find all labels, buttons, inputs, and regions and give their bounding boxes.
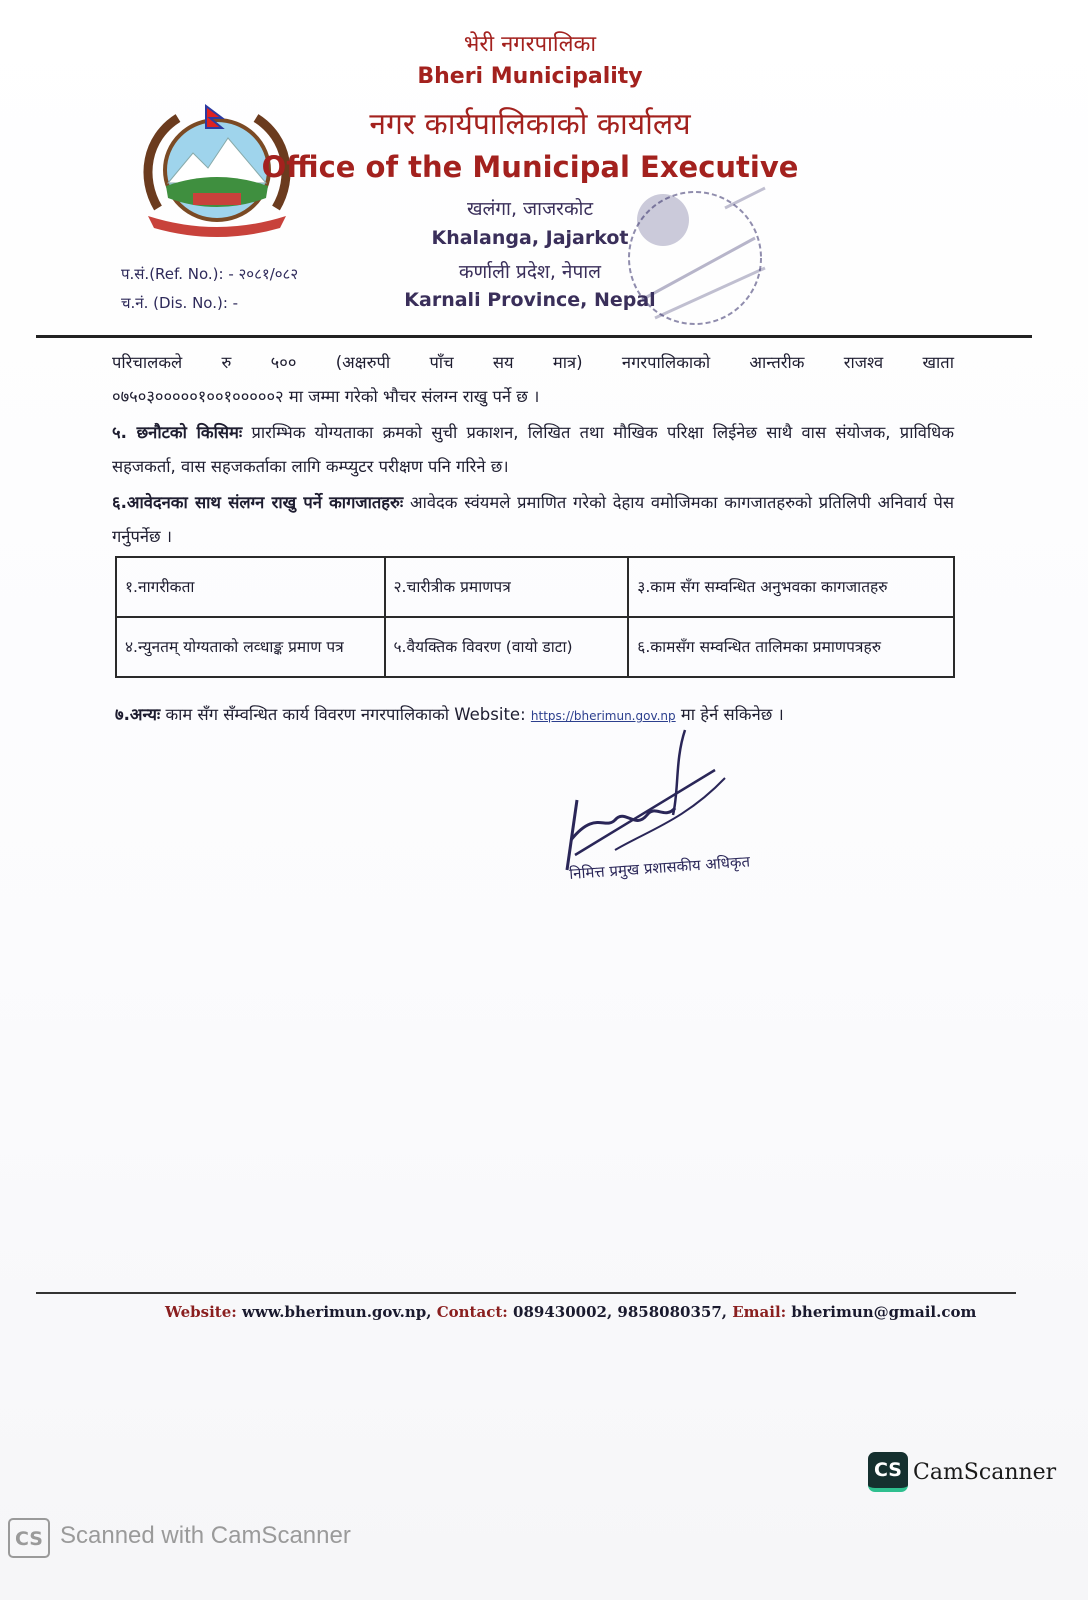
required-documents-paragraph — [112, 486, 954, 554]
footer-contact-numbers: 089430002, 9858080357, — [507, 1303, 733, 1321]
watermark-cs-icon: CS — [8, 1518, 50, 1558]
table-row — [116, 557, 954, 617]
location-nepali: खलंगा, जाजरकोट — [466, 198, 594, 220]
selection-type-label: ५. छनौटको किसिमः — [112, 423, 243, 442]
fee-paragraph: परिचालकले रु ५०० (अक्षरुपी पाँच सय मात्र) नगरपालिकाको आन्तरीक राजश्व खाता — [112, 353, 954, 372]
office-name-english: Office of the Municipal Executive — [261, 150, 799, 184]
required-documents-label: ६.आवेदनका साथ संलग्न राखु पर्ने कागजातहरुः — [112, 493, 404, 512]
table-cell: ५.वैयक्तिक विवरण (वायो डाटा) — [385, 617, 629, 677]
office-seal-stamp — [615, 178, 775, 338]
selection-type-paragraph — [112, 416, 954, 484]
footer-website-label: Website: — [165, 1303, 237, 1321]
location-english: Khalanga, Jajarkot — [431, 227, 629, 249]
province-nepali: कर्णाली प्रदेश, नेपाल — [458, 261, 602, 283]
required-documents-table — [115, 556, 955, 678]
table-cell: ४.न्युनतम् योग्यताको लव्धाङ्क प्रमाण पत्र — [116, 617, 385, 677]
other-info-text: काम सँग सँम्वन्धित कार्य विवरण नगरपालिकाको Website: — [160, 705, 531, 724]
camscanner-logo-icon: CS — [868, 1452, 908, 1492]
scan-watermark: Scanned with CamScanner — [60, 1522, 351, 1549]
website-link[interactable]: https://bherimun.gov.np — [530, 709, 676, 723]
footer-contact-label: Contact: — [436, 1303, 508, 1321]
selection-type-text: प्रारम्भिक योग्यताका क्रमको सुची प्रकाशन, लिखित तथा मौखिक परिक्षा लिईनेछ साथै वास संयोजक, प्राविधिक सहजकर्ता, वास सहजकर्ताका लागि कम्प्युटर परीक्षण पनि गरिने छ। — [112, 423, 955, 476]
account-paragraph: ०७५०३०००००१००१०००००२ मा जम्मा गरेको भौचर संलग्न राखु पर्ने छ । — [112, 387, 540, 406]
footer-contact — [165, 1303, 976, 1321]
table-cell: १.नागरीकता — [116, 557, 385, 617]
table-cell: ६.कामसँग सम्वन्धित तालिमका प्रमाणपत्रहरु — [628, 617, 954, 677]
required-documents-text: आवेदक स्वंयमले प्रमाणित गरेको देहाय वमोजिमका कागजातहरुको प्रतिलिपी अनिवार्य पेस गर्नुपर्नेछ । — [112, 493, 954, 546]
header-divider — [36, 335, 1032, 338]
dispatch-number: च.नं. (Dis. No.): - — [121, 294, 239, 312]
municipality-name-nepali: भेरी नगरपालिका — [463, 32, 597, 57]
footer-email: bherimun@gmail.com — [786, 1303, 977, 1321]
municipality-name-english: Bheri Municipality — [417, 64, 643, 89]
other-info-label: ७.अन्यः — [115, 705, 161, 724]
reference-number: प.सं.(Ref. No.): - २०८१/०८२ — [121, 265, 299, 283]
table-row — [116, 617, 954, 677]
province-english: Karnali Province, Nepal — [404, 289, 656, 311]
table-cell: ३.काम सँग सम्वन्धित अनुभवका कागजातहरु — [628, 557, 954, 617]
footer-divider — [36, 1292, 1016, 1294]
other-info-tail: मा हेर्न सकिनेछ । — [675, 705, 784, 724]
table-cell: २.चारीत्रीक प्रमाणपत्र — [385, 557, 629, 617]
office-name-nepali: नगर कार्यपालिकाको कार्यालय — [369, 107, 691, 142]
signatory-title: निमित्त प्रमुख प्रशासकीय अधिकृत — [568, 852, 751, 884]
camscanner-brand: CamScanner — [913, 1460, 1057, 1485]
footer-website: www.bherimun.gov.np, — [236, 1303, 437, 1321]
footer-email-label: Email: — [732, 1303, 787, 1321]
